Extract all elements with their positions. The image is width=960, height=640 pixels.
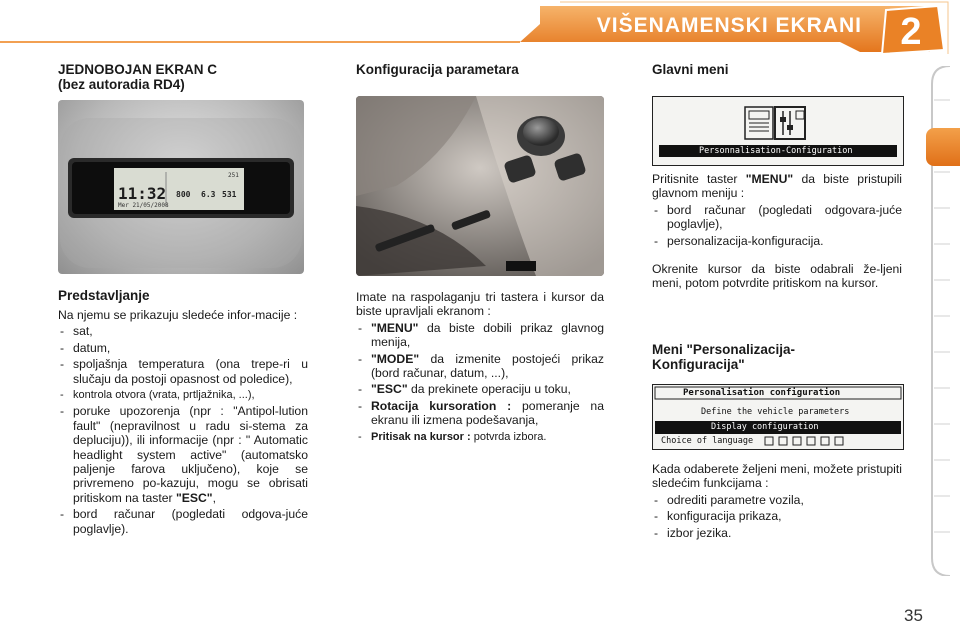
list-item-text-end: ,: [212, 490, 216, 505]
list-item: [356, 430, 604, 444]
list-item: [356, 399, 604, 428]
list-item: - konfiguracija prikaza,: [652, 509, 902, 523]
menu-key-label: "MENU": [745, 172, 794, 186]
mode-key-label: "MODE": [371, 351, 420, 366]
section-heading-main-menu: Glavni meni: [652, 62, 729, 77]
list-item: - kontrola otvora (vrata, prtljažnika, ...),: [58, 388, 308, 402]
list-item: - izbor jezika.: [652, 526, 902, 540]
personalisation-list: [652, 493, 902, 540]
control-buttons-photo: [356, 96, 604, 276]
cursor-rotation-label: Rotacija kursoration :: [371, 398, 512, 413]
cursor-press-label: Pritisak na kursor :: [371, 430, 471, 443]
menu-key-label: "MENU": [371, 320, 419, 335]
configuration-text: [356, 290, 604, 446]
personalisation-menu-text: [652, 462, 902, 542]
list-item-text: poruke upozorenja (npr : "Antipol-lution fault" (nepravilnost u radu si-stema za depluciju)), ili informacije (npr : " Automatic headlight system active" (automatsko paljenje farova uključeno), koje se privremeno po-kazuju, mogu se obrisati pritiskom na taster: [73, 404, 308, 505]
personalisation-intro: Kada odaberete željeni meni, možete pristupiti sledećim funkcijama :: [652, 462, 902, 491]
lcd-clock: 11:32: [118, 184, 167, 203]
screen-row-language: Choice of language: [661, 436, 754, 446]
section-heading-presentation: Predstavljanje: [58, 288, 150, 303]
list-item: - sat,: [58, 324, 308, 338]
active-chapter-tab[interactable]: [926, 128, 960, 166]
lcd-value-3: 531: [222, 190, 237, 199]
list-item: [356, 382, 604, 396]
lcd-value-1: 800: [176, 190, 191, 199]
list-item-text: pomeranje na ekranu ili izmena podešavanja,: [371, 398, 604, 428]
main-menu-instructions: Okrenite kursor da biste odabrali že-ljeni meni, potom potvrdite pritiskom na kursor.: [652, 262, 902, 291]
list-item-text: potvrda izbora.: [470, 430, 547, 443]
personalisation-screen-title: Personalisation configuration: [683, 388, 841, 398]
lcd-value-2: 6.3: [201, 190, 216, 199]
configuration-list: [356, 321, 604, 444]
esc-key-label: "ESC": [175, 490, 213, 505]
main-menu-selected-item: Personnalisation-Configuration: [699, 146, 853, 156]
main-menu-text: [652, 172, 902, 291]
list-item: - bord računar (pogledati odgovara-juće poglavlje),: [652, 203, 902, 232]
presentation-intro: Na njemu se prikazuju sledeće infor-macije :: [58, 308, 298, 322]
section-heading-monochrome-screen: JEDNOBOJAN EKRAN C (bez autoradia RD4): [58, 62, 218, 92]
configuration-intro: Imate na raspolaganju tri tastera i kursor da biste upravljali ekranom :: [356, 290, 604, 319]
main-menu-intro: [652, 172, 902, 201]
section-heading-configuration: Konfiguracija parametara: [356, 62, 519, 77]
list-item: [356, 321, 604, 350]
list-item: - spoljašnja temperatura (ona trepe-ri u slučaju da postoji opasnost od poledice),: [58, 357, 308, 386]
presentation-list: [58, 324, 308, 536]
main-menu-intro-text-end: da biste pristupili glavnom meniju :: [652, 172, 902, 201]
lcd-value-4: 251: [228, 172, 239, 179]
chapter-number: 2: [900, 11, 922, 53]
list-item: [356, 352, 604, 381]
page-number: 35: [904, 606, 923, 625]
screen-row-display-configuration: Display configuration: [711, 422, 819, 432]
lcd-date: Mer 21/05/2008: [118, 202, 169, 209]
list-item-text: da biste dobili prikaz glavnog menija,: [371, 320, 604, 350]
personalisation-menu-screen: [652, 384, 904, 450]
list-item-text: da prekinete operaciju u toku,: [407, 382, 571, 397]
list-item: - datum,: [58, 341, 308, 355]
presentation-text: [58, 308, 308, 538]
section-heading-personalisation-menu: Meni "Personalizacija-Konfiguracija": [652, 342, 795, 372]
dashboard-screen-photo: [58, 100, 304, 274]
main-menu-intro-text: Pritisnite taster: [652, 172, 746, 186]
page-title: VIŠENAMENSKI EKRANI: [596, 14, 862, 37]
screen-row-vehicle-parameters: Define the vehicle parameters: [701, 407, 850, 417]
list-item: [58, 404, 308, 505]
esc-key-label: "ESC": [371, 382, 408, 397]
list-item: - odrediti parametre vozila,: [652, 493, 902, 507]
list-item: - personalizacija-konfiguracija.: [652, 234, 902, 248]
list-item-text: da izmenite postojeći prikaz (bord računar, datum, ...),: [371, 351, 604, 381]
main-menu-screen: [652, 96, 904, 166]
main-menu-list: [652, 203, 902, 248]
list-item: - bord računar (pogledati odgova-juće poglavlje).: [58, 507, 308, 536]
